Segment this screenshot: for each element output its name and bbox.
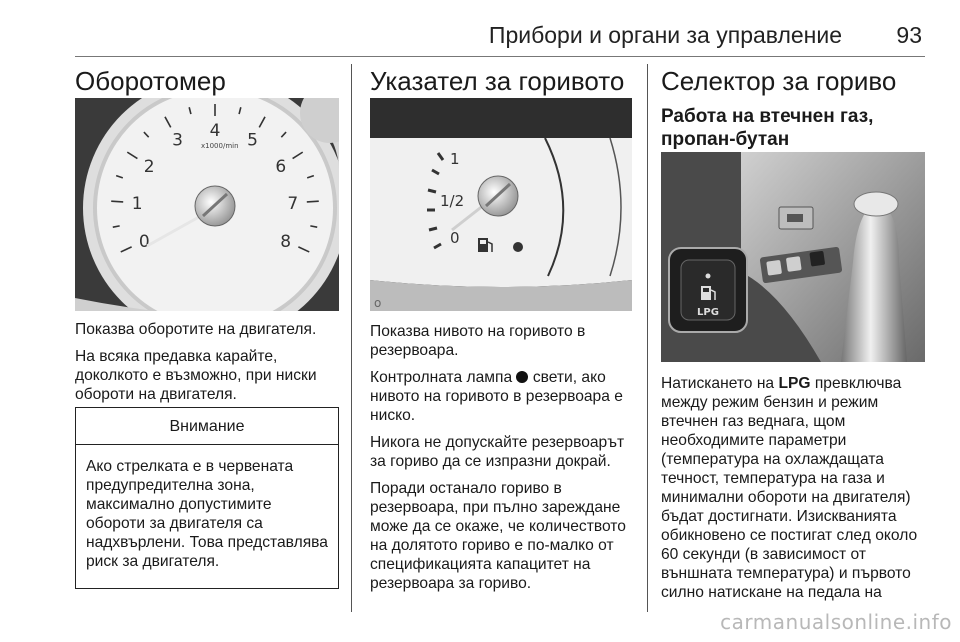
column-divider-1 [351, 64, 352, 612]
fuel-label-full: 1 [450, 150, 460, 168]
column-fuel-gauge [370, 60, 635, 97]
selector-text [661, 374, 929, 610]
fuel-text [370, 322, 635, 601]
lpg-button-label: LPG [697, 307, 719, 318]
warning-box [75, 407, 339, 589]
column-tachometer [75, 60, 340, 97]
column-divider-2 [647, 64, 648, 612]
tacho-tick [307, 201, 319, 202]
lpg-selector-illustration [661, 152, 925, 362]
selector-subheading: Работа на втечнен газ, пропан-бутан [661, 106, 874, 150]
warning-lamp-dot-icon [516, 371, 528, 383]
tacho-number: 3 [172, 130, 183, 151]
tacho-p1: Показва оборотите на двигателя. [75, 321, 317, 338]
tacho-number: 5 [247, 130, 258, 151]
tacho-number: 8 [280, 231, 292, 252]
tacho-number: 4 [209, 121, 221, 141]
lpg-selector-figure [661, 152, 925, 362]
figure-fragment-label: o [374, 296, 382, 310]
fuel-p3: Никога не допускайте резервоарът за гориво да се изпразни докрай. [370, 434, 625, 470]
fuel-warning-dot-icon [513, 242, 523, 252]
tacho-text [75, 320, 341, 412]
tacho-number: 7 [287, 193, 299, 214]
tacho-heading: Оборотомер [75, 66, 226, 96]
fuel-gauge-illustration [370, 98, 632, 311]
lpg-indicator-dot-icon [706, 274, 711, 279]
warning-text: Ако стрелката е в червената предупредителна зона, максимално допустимите обороти за двигателя са надхвърлени. Това представлява риск за двигателя. [86, 458, 328, 570]
chapter-title: Прибори и органи за управление [488, 22, 843, 48]
fuel-p2: Контролната лампа свети, ако нивото на горивото в резервоара е ниско. [370, 369, 623, 424]
tacho-unit: x1000/min [201, 142, 239, 150]
tacho-tick [111, 201, 123, 202]
header-rule [75, 56, 925, 57]
page-header [0, 22, 922, 49]
page-number: 93 [896, 22, 922, 48]
fuel-heading: Указател за горивото [370, 66, 625, 96]
warning-title: Внимание [76, 408, 338, 445]
fuel-label-half: 1/2 [440, 192, 465, 210]
selector-heading: Селектор за гориво [661, 66, 897, 96]
tachometer-illustration [75, 98, 339, 311]
tacho-p2: На всяка предавка карайте, доколкото е възможно, при ниски обороти на двигателя. [75, 348, 317, 403]
watermark: carmanualsonline.info [720, 610, 952, 634]
tacho-number: 1 [131, 193, 143, 214]
fuel-label-empty: 0 [450, 229, 460, 247]
fuel-p4: Поради останало гориво в резервоара, при пълно зареждане може да се окаже, че количеството на долятото гориво е по-малко от спецификацията капацитет на резервоара за гориво. [370, 480, 626, 592]
tachometer-figure [75, 98, 339, 311]
tacho-number: 0 [138, 231, 150, 252]
fuel-p1: Показва нивото на горивото в резервоара. [370, 323, 586, 359]
column-fuel-selector [661, 60, 931, 151]
fuel-gauge-figure [370, 98, 632, 311]
tacho-number: 2 [143, 157, 155, 178]
tacho-number: 6 [275, 157, 287, 178]
selector-p1: Натискането на LPG превключва между режим бензин и режим втечнен газ веднага, щом необходимите параметри (температура на охлаждащата течност, температура на газа и минимални обороти на двигателя) бъдат достигнати. Изискванията обикновено се постигат след около 60 секунди (в зависимост от външната температура) и първото силно натискане на педала на [661, 375, 918, 601]
